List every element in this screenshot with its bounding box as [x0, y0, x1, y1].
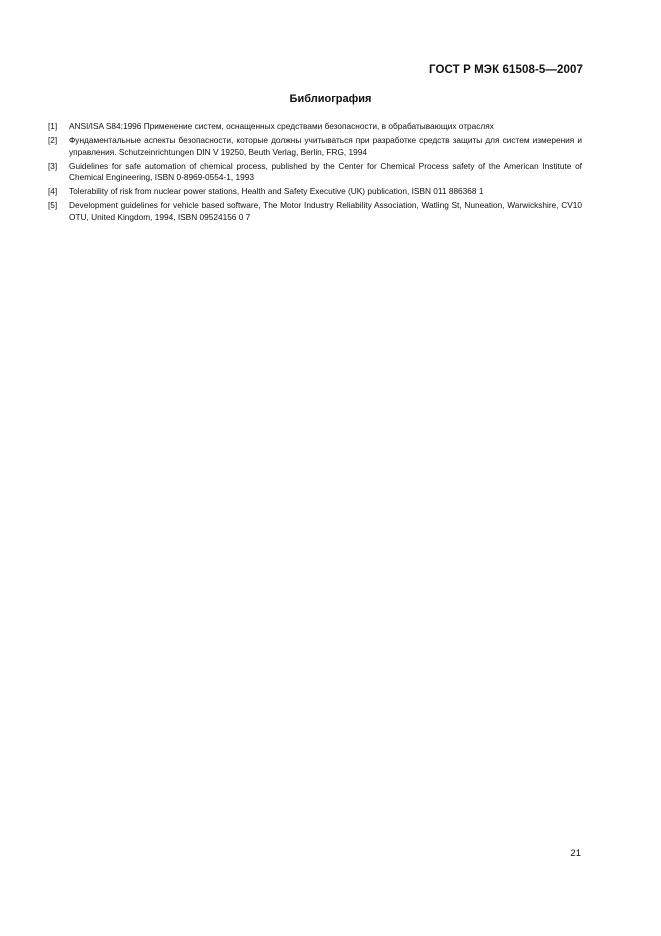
bibliography-entry-text: Development guidelines for vehicle based software, The Motor Industry Reliability Association, Watling St, Nuneation, Warwickshire, CV10 OTU, United Kingdom, 1994, ISBN 09524156 0 7 — [69, 200, 582, 222]
bibliography-entry-1 — [48, 121, 582, 133]
page-number: 21 — [570, 848, 581, 859]
bibliography-list — [48, 121, 582, 226]
bibliography-entry-3 — [48, 161, 582, 184]
standard-code-header: ГОСТ Р МЭК 61508-5—2007 — [429, 64, 583, 76]
bibliography-entry-2 — [48, 135, 582, 158]
bibliography-entry-5 — [48, 200, 582, 223]
bibliography-entry-text: Tolerability of risk from nuclear power stations, Health and Safety Executive (UK) publication, ISBN 011 886368 1 — [69, 186, 484, 196]
bibliography-entry-number: [4] — [48, 186, 58, 196]
bibliography-entry-4 — [48, 186, 582, 198]
bibliography-entry-text: Фундаментальные аспекты безопасности, которые должны учитываться при разработке средств защиты для систем измерения и управления. Schutzeinrichtungen DIN V 19250, Beuth Verlag, Berlin, FRG, 1994 — [69, 135, 582, 157]
bibliography-entry-text: ANSI/ISA S84:1996 Применение систем, оснащенных средствами безопасности, в обрабатывающих отраслях — [69, 121, 494, 131]
bibliography-entry-number: [5] — [48, 200, 58, 210]
bibliography-entry-number: [1] — [48, 121, 58, 131]
bibliography-entry-text: Guidelines for safe automation of chemical process, published by the Center for Chemical Process safety of the American Institute of Chemical Engineering, ISBN 0-8969-0554-1, 1993 — [69, 160, 582, 182]
bibliography-entry-number: [3] — [48, 160, 58, 171]
bibliography-entry-number: [2] — [48, 135, 58, 145]
page-title: Библиография — [289, 93, 372, 105]
